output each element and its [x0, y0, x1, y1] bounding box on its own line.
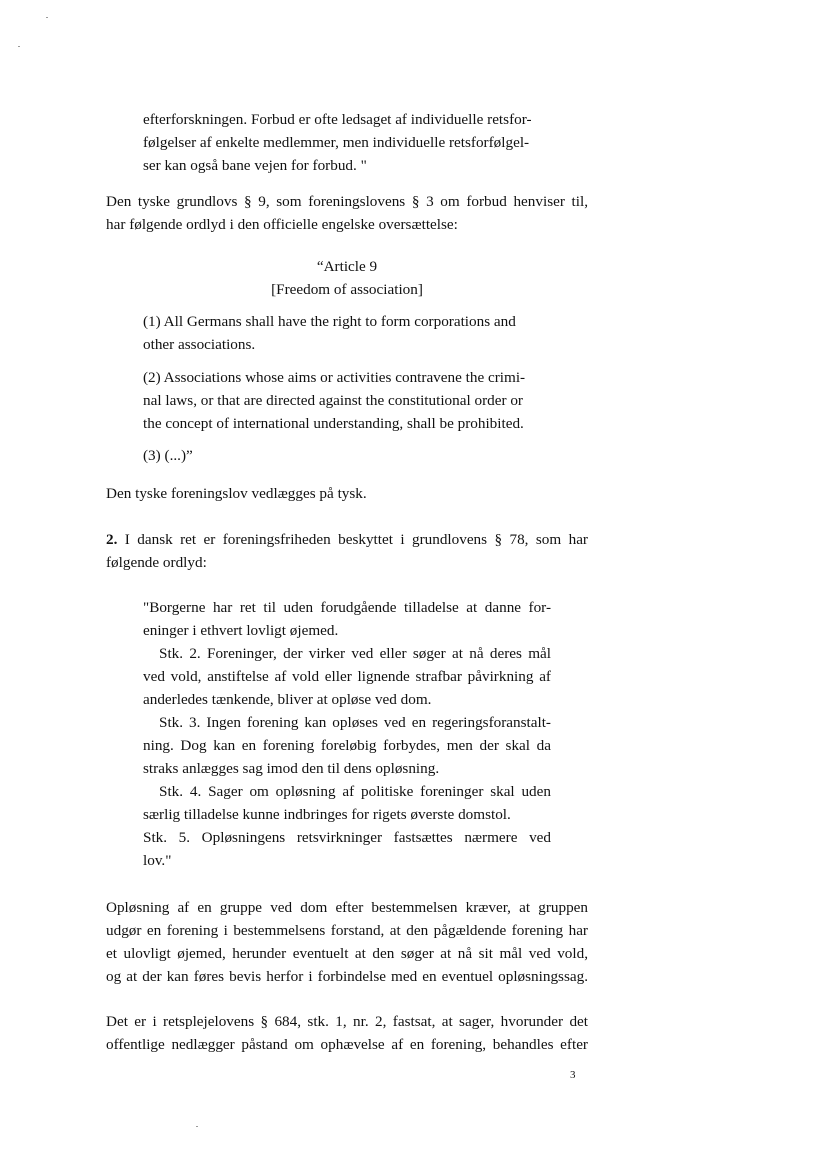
text-line: straks anlægges sag imod den til dens opløsning. [143, 760, 440, 777]
text-line: Stk. 2. Foreninger, der virker ved eller søger at nå deres mål [159, 645, 551, 662]
intro-paragraph [106, 190, 588, 236]
text-line: nal laws, or that are directed against the constitutional order or [143, 392, 523, 409]
page-number: 3 [570, 1069, 576, 1081]
scan-speck [196, 1126, 198, 1127]
dissolution-paragraph [106, 896, 588, 988]
text-line: Stk. 4. Sager om opløsning af politiske foreninger skal uden [159, 783, 551, 800]
article-clause-3 [143, 444, 343, 467]
article-subtitle: [Freedom of association] [271, 281, 423, 298]
section-2-paragraph [106, 528, 588, 574]
text-line: lov." [143, 852, 172, 869]
text-line: Det er i retsplejelovens § 684, stk. 1, nr. 2, fastsat, at sager, hvorunder det [106, 1013, 588, 1030]
text-line: udgør en forening i bestemmelsens forstand, at den pågældende forening har [106, 922, 588, 939]
article-clause-1 [143, 310, 563, 356]
text-line: offentlige nedlægger påstand om ophævelse af en forening, behandles efter [106, 1036, 588, 1053]
quote-continuation [143, 108, 553, 177]
article-heading [106, 255, 588, 301]
text-line: følgende ordlyd: [106, 554, 207, 571]
german-law-note [106, 482, 588, 505]
text-line [106, 528, 588, 551]
text-line: har følgende ordlyd i den officielle engelske oversættelse: [106, 216, 458, 233]
procedure-paragraph [106, 1010, 588, 1056]
scan-speck [18, 46, 20, 47]
text-line: efterforskningen. Forbud er ofte ledsaget af individuelle retsfor- [143, 111, 532, 128]
text-line: "Borgerne har ret til uden forudgående tilladelse at danne for- [143, 599, 551, 616]
text-line: og at der kan føres bevis herfor i forbindelse med en eventuel opløsningssag. [106, 968, 588, 985]
danish-constitution-quote [143, 596, 551, 872]
article-clause-2 [143, 366, 563, 435]
text-line: ser kan også bane vejen for forbud. " [143, 157, 367, 174]
text-line: ning. Dog kan en forening foreløbig forbydes, men der skal da [143, 737, 551, 754]
scan-speck [46, 17, 48, 18]
text-line: (3) (...)” [143, 447, 193, 464]
article-title: “Article 9 [316, 258, 378, 275]
text-line: eninger i ethvert lovligt øjemed. [143, 622, 339, 639]
text-line: Den tyske grundlovs § 9, som foreningslovens § 3 om forbud henviser til, [106, 193, 588, 210]
text-line: Stk. 3. Ingen forening kan opløses ved en regeringsforanstalt- [159, 714, 551, 731]
section-number: 2. [106, 531, 118, 548]
text-line: ved vold, anstiftelse af vold eller lignende strafbar påvirkning af [143, 668, 551, 685]
text-line: et ulovligt øjemed, herunder eventuelt at den søger at nå sit mål ved vold, [106, 945, 588, 962]
text-line: følgelser af enkelte medlemmer, men individuelle retsforfølgel- [143, 134, 530, 151]
text-line: Den tyske foreningslov vedlægges på tysk. [106, 485, 367, 502]
text-line: (2) Associations whose aims or activities contravene the crimi- [143, 369, 526, 386]
text-line: (1) All Germans shall have the right to form corporations and [143, 313, 516, 330]
section-text: I dansk ret er foreningsfriheden beskyttet i grundlovens § 78, som har [117, 531, 588, 548]
text-line: Opløsning af en gruppe ved dom efter bestemmelsen kræver, at gruppen [106, 899, 588, 916]
text-line: anderledes tænkende, bliver at opløse ved dom. [143, 691, 432, 708]
text-line: særlig tilladelse kunne indbringes for rigets øverste domstol. [143, 806, 511, 823]
text-line: other associations. [143, 336, 256, 353]
text-line: Stk. 5. Opløsningens retsvirkninger fastsættes nærmere ved [143, 829, 551, 846]
text-line: the concept of international understanding, shall be prohibited. [143, 415, 524, 432]
